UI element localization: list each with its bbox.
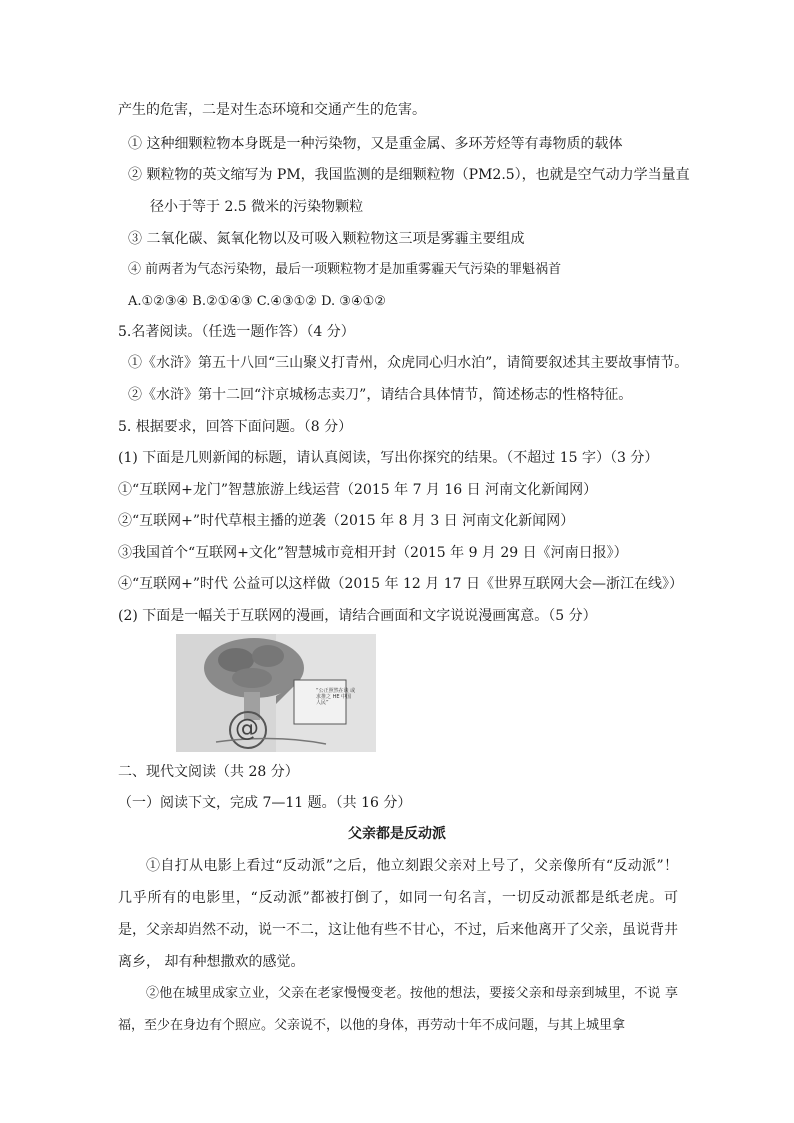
option-1: ① 这种细颗粒物本身既是一种污染物，又是重金属、多环芳烃等有毒物质的载体 (128, 136, 623, 152)
answer-choices: A.①②③④ B.②①④③ C.④③①② D. ③④①② (128, 294, 386, 309)
internet-cartoon (176, 634, 376, 752)
section-2-sub-heading: （一）阅读下文，完成 7—11 题。（共 16 分） (118, 795, 412, 811)
question-5-item-2: ②《水浒》第十二回“汴京城杨志卖刀”，请结合具体情节，简述杨志的性格特征。 (128, 387, 633, 403)
question-5-item-1: ①《水浒》第五十八回“三山聚义打青州，众虎同心归水泊”，请简要叙述其主要故事情节。 (128, 355, 689, 371)
question-6-part-1: (1) 下面是几则新闻的标题，请认真阅读，写出你探究的结果。（不超过 15 字）（3 分） (118, 450, 659, 466)
option-3: ③ 二氧化碳、氮氧化物以及可吸入颗粒物这三项是雾霾主要组成 (128, 231, 525, 247)
section-2-heading: 二、现代文阅读（共 28 分） (118, 764, 299, 780)
news-4: ④“互联网+”时代 公益可以这样做（2015 年 12 月 17 日《世界互联网大会—浙江在线》） (118, 576, 684, 592)
news-1: ①“互联网+龙门”智慧旅游上线运营（2015 年 7 月 16 日 河南文化新闻网） (118, 482, 598, 498)
at-symbol-icon: @ (235, 714, 259, 742)
news-2: ②“互联网+”时代草根主播的逆袭（2015 年 8 月 3 日 河南文化新闻网） (118, 513, 575, 529)
article-paragraph-2: ②他在城里成家立业，父亲在老家慢慢变老。按他的想法，要接父亲和母亲到城里，不说 享福，至少在身边有个照应。父亲说不，以他的身体，再劳动十年不成问题，与其上城里拿 (118, 986, 678, 1033)
line-0: 产生的危害，二是对生态环境和交通产生的危害。 (118, 102, 426, 118)
question-6-heading: 5. 根据要求，回答下面问题。（8 分） (118, 419, 353, 435)
cartoon-caption: “公正照然在谈 或求推之 HE 中国人民” (316, 688, 356, 706)
option-2-cont: 径小于等于 2.5 微米的污染物颗粒 (150, 199, 364, 215)
option-2: ② 颗粒物的英文缩写为 PM，我国监测的是细颗粒物（PM2.5），也就是空气动力学当量直 (128, 167, 690, 183)
news-3: ③我国首个“互联网+文化”智慧城市竞相开封（2015 年 9 月 29 日《河南日报》） (118, 545, 628, 561)
article-title: 父亲都是反动派 (348, 826, 446, 842)
question-6-part-2: (2) 下面是一幅关于互联网的漫画，请结合画面和文字说说漫画寓意。（5 分） (118, 608, 597, 624)
option-4: ④ 前两者为气态污染物，最后一项颗粒物才是加重雾霾天气污染的罪魁祸首 (128, 262, 562, 277)
question-5-heading: 5.名著阅读。（任选一题作答）（4 分） (118, 324, 355, 340)
article-paragraph-1: ①自打从电影上看过“反动派”之后，他立刻跟父亲对上号了，父亲像所有“反动派”！几乎所有的电影里，“反动派”都被打倒了，如同一句名言，一切反动派都是纸老虎。可是，父亲却岿然不动，说一不二，这让他有些不甘心，不过，后来他离开了父亲，虽说背井离乡， 却有种想撒欢的感觉。 (118, 858, 678, 970)
